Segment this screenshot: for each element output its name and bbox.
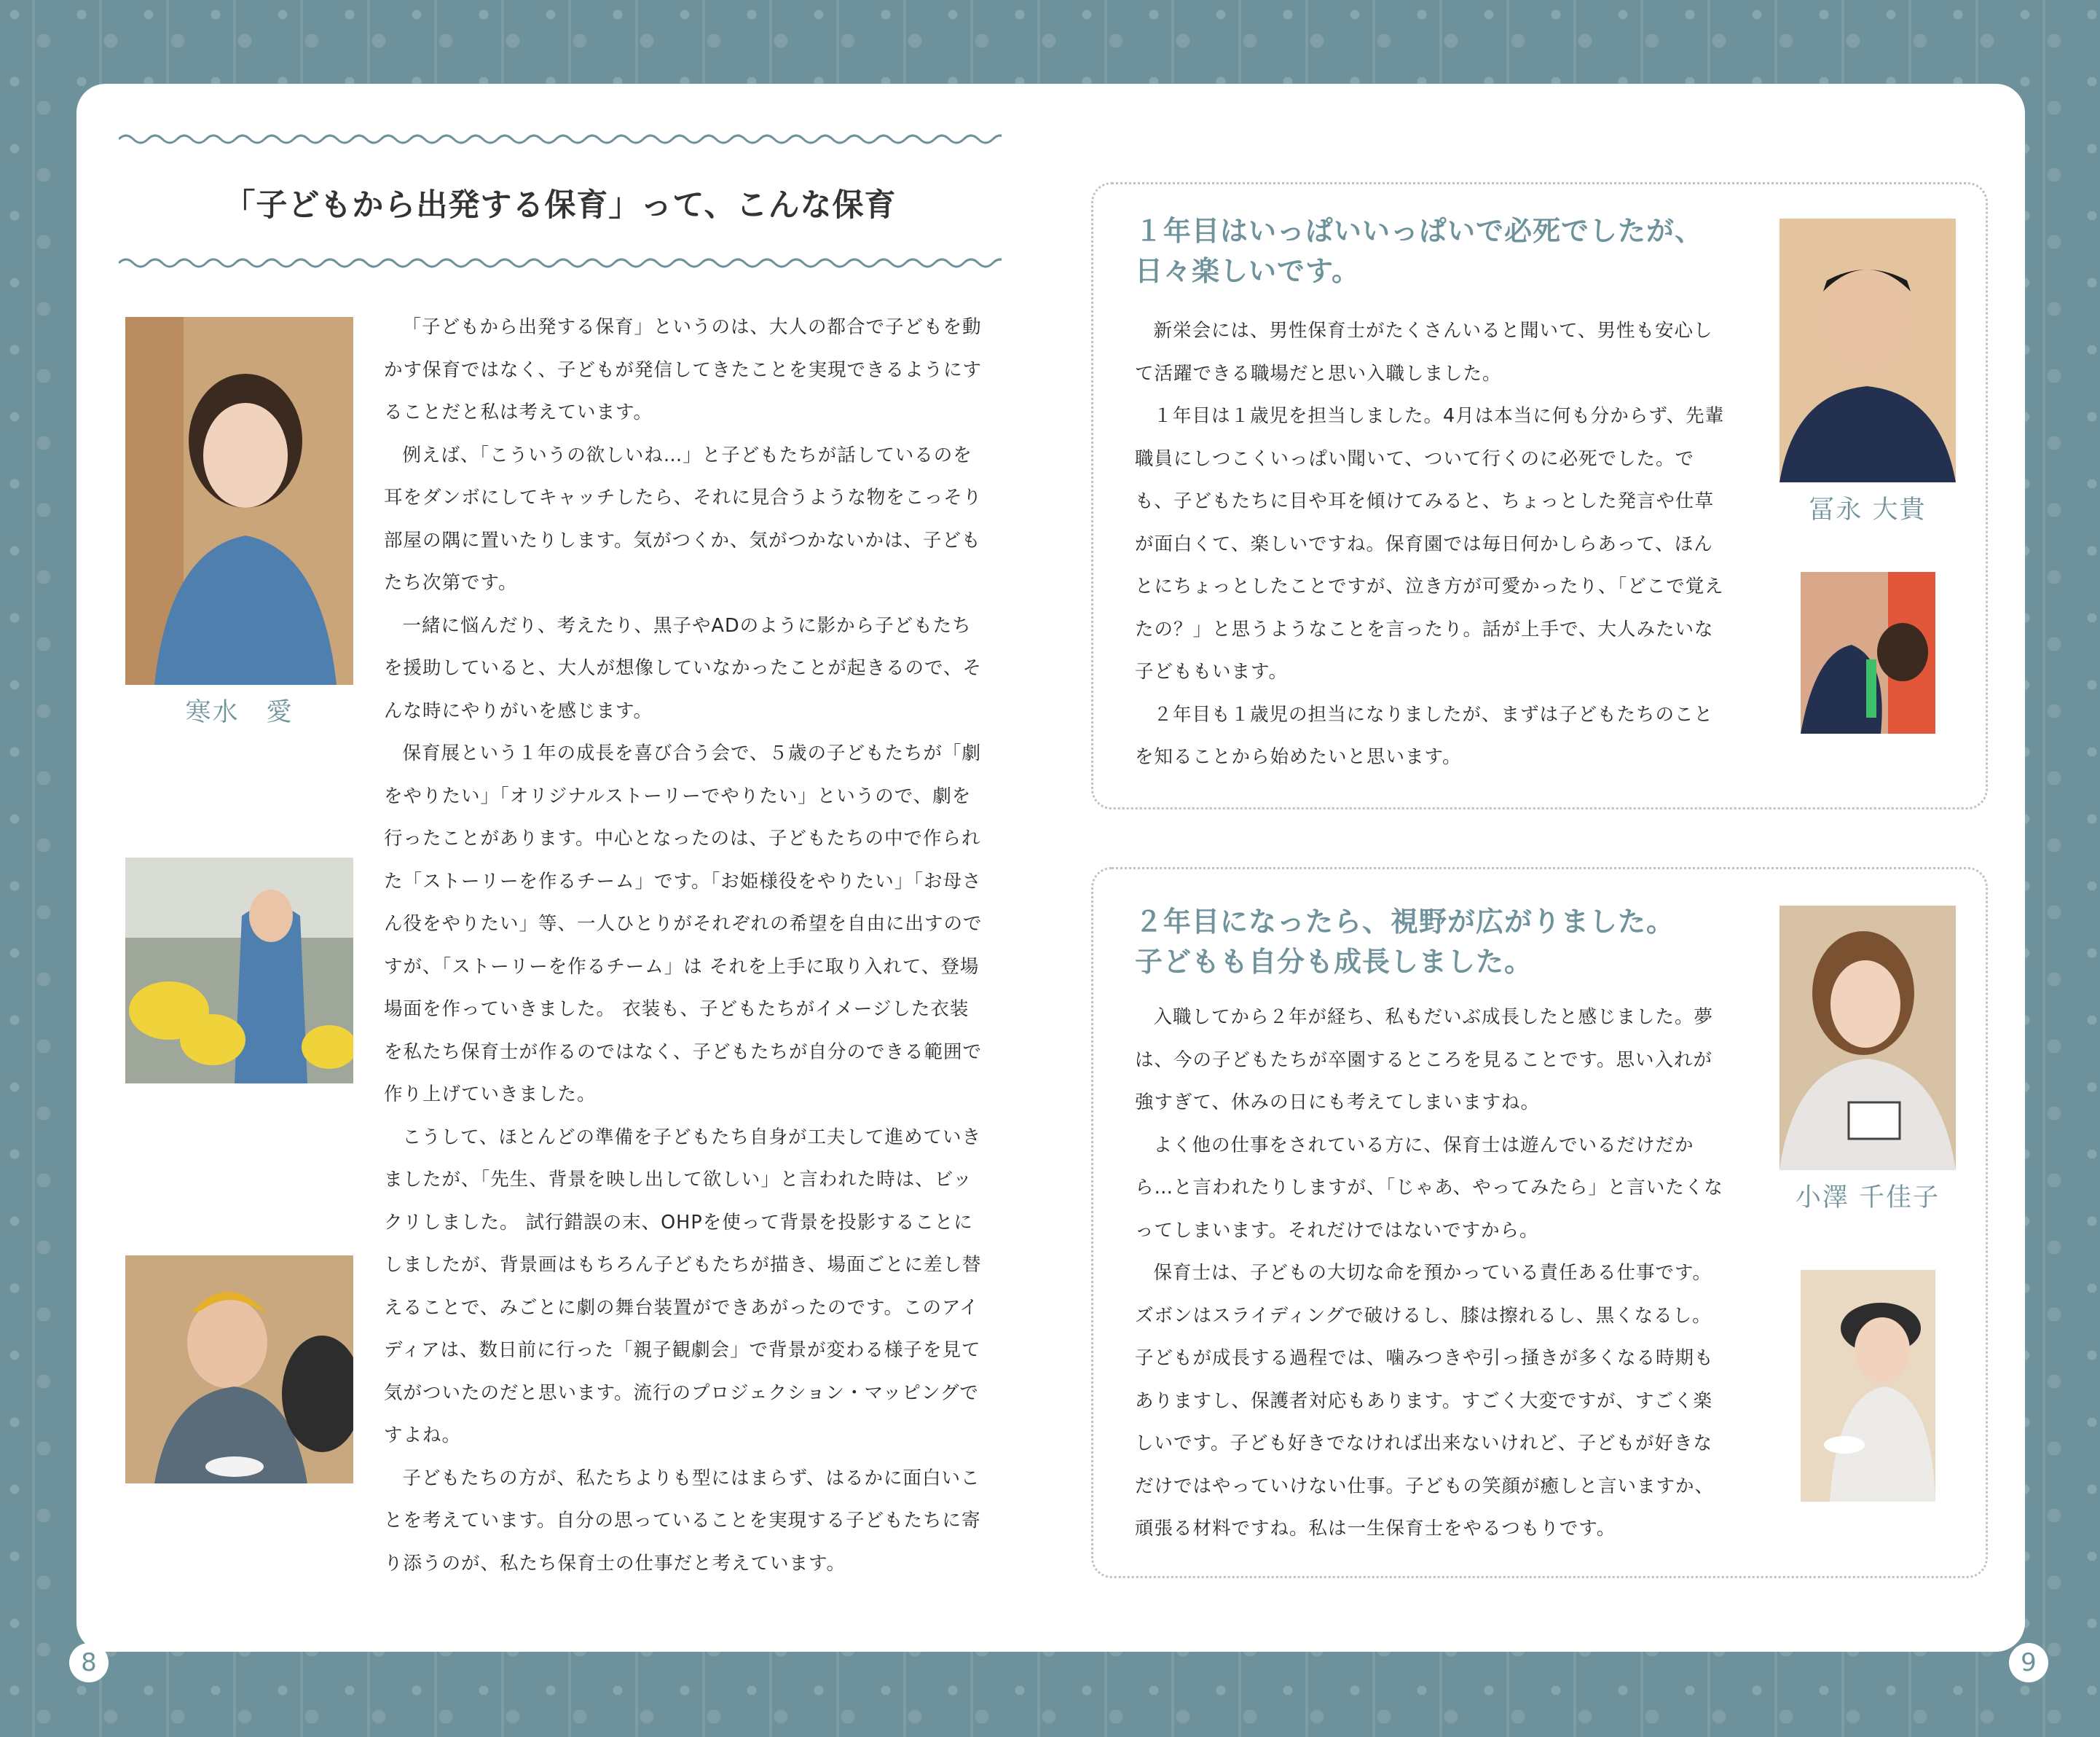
photo-children-lunch [125, 1255, 353, 1483]
page-title: 「子どもから出発する保育」って、こんな保育 [224, 187, 897, 224]
card-paragraph: 入職してから２年が経ち、私もだいぶ成長したと感じました。夢は、今の子どもたちが卒園するところを見ることです。思い入れが強すぎて、休みの日にも考えてしまいますね。 [1135, 1006, 1714, 1113]
card-paragraph: 保育士は、子どもの大切な命を預かっている責任ある仕事です。ズボンはスライディングで破けるし、膝は擦れるし、黒くなるし。子どもが成長する過程では、噛みつきや引っ掻きが多くなる時期もありますし、保護者対応もあります。すごく大変ですが、すごく楽しいです。子ども好きでなければ出来ないけれど、子どもが好きなだけではやっていけない仕事。子どもの笑顔が癒しと言いますか、頑張る材料ですね。私は一生保育士をやるつもりです。 [1135, 1262, 1715, 1540]
card-title-line: １年目はいっぱいいっぱいで必死でしたが、 [1135, 215, 1704, 247]
left-paragraph: 例えば、「こういうの欲しいね…」と子どもたちが話しているのを耳をダンボにしてキャッチしたら、それに見合うような物をこっそり部屋の隅に置いたりします。気がつくか、気がつかないかは、子どもたち次第です。 [384, 444, 983, 594]
page-number-right: 9 [2009, 1643, 2048, 1682]
wave-divider-bottom [119, 254, 1002, 272]
wave-divider-top [119, 130, 1002, 149]
portrait-photo-ozawa [1780, 906, 1956, 1170]
left-paragraph: 子どもたちの方が、私たちよりも型にはまらず、はるかに面白いことを考えています。自分の思っていることを実現する子どもたちに寄り添うのが、私たち保育士の仕事だと考えています。 [384, 1467, 981, 1575]
portrait-photo-tominaga [1780, 219, 1956, 482]
card-paragraph: ２年目も１歳児の担当になりましたが、まずは子どもたちのことを知ることから始めたいと思います。 [1135, 703, 1714, 768]
card-paragraph: よく他の仕事をされている方に、保育士は遊んでいるだけだから…と言われたりしますが、「じゃあ、やってみたら」と言いたくなってしまいます。それだけではないですから。 [1135, 1134, 1723, 1242]
photo-ozawa-with-children [1801, 1270, 1935, 1502]
card-paragraph: 新栄会には、男性保育士がたくさんいると聞いて、男性も安心して活躍できる職場だと思い入職しました。 [1135, 320, 1713, 385]
left-body-text [384, 306, 983, 1585]
card-paragraph: １年目は１歳児を担当しました。4月は本当に何も分からず、先輩職員にしつこくいっぱい聞いて、ついて行くのに必死でした。でも、子どもたちに目や耳を傾けてみると、ちょっとした発言や仕草が面白くて、楽しいですね。保育園では毎日何かしらあって、ほんとにちょっとしたことですが、泣き方が可愛かったり、「どこで覚えたの？」と思うようなことを言ったり。話が上手で、大人みたいな子どももいます。 [1135, 405, 1725, 683]
left-paragraph: 一緒に悩んだり、考えたり、黒子やADのように影から子どもたちを援助していると、大人が想像していなかったことが起きるので、そんな時にやりがいを感じます。 [384, 614, 982, 722]
left-paragraph: こうして、ほとんどの準備を子どもたち自身が工夫して進めていきましたが、「先生、背景を映し出して欲しい」と言われた時は、ビックリしました。 試行錯誤の末、OHPを使って背景を投影することにしましたが、背景画はもちろん子どもたちが描き、場面ごとに差し替えることで、みごとに劇の舞台装置ができあがったのです。このアイディアは、数日前に行った「親子観劇会」で背景が変わる様子を見て気がついたのだと思います。流行のプロジェクション・マッピングですよね。 [384, 1126, 982, 1446]
card-body-ozawa [1135, 996, 1725, 1550]
card-title-line: ２年目になったら、視野が広がりました。 [1135, 906, 1675, 938]
photo-tominaga-with-child [1801, 572, 1935, 734]
page-number-left: 8 [69, 1643, 109, 1682]
portrait-photo-samizu [125, 317, 353, 685]
card-title-ozawa [1135, 902, 1761, 982]
card-body-tominaga [1135, 310, 1725, 779]
card-title-line: 子どもも自分も成長しました。 [1135, 946, 1533, 978]
left-paragraph: 保育展という１年の成長を喜び合う会で、５歳の子どもたちが「劇をやりたい」「オリジナルストーリーでやりたい」というので、劇を行ったことがあります。中心となったのは、子どもたちの中で作られた「ストーリーを作るチーム」です。「お姫様役をやりたい」「お母さん役をやりたい」等、一人ひとりがそれぞれの希望を自由に出すのですが、「ストーリーを作るチーム」は それを上手に取り入れて、登場場面を作っていきました。 衣装も、子どもたちがイメージした衣装を私たち保育士が作るのではなく、子どもたちが自分のできる範囲で作り上げていきました。 [384, 742, 983, 1105]
photo-children-outdoor [125, 858, 353, 1083]
caption-samizu: 寒水 愛 [185, 698, 294, 727]
left-paragraph: 「子どもから出発する保育」というのは、大人の都合で子どもを動かす保育ではなく、子どもが発信してきたことを実現できるようにすることだと私は考えています。 [384, 316, 982, 423]
card-title-tominaga [1135, 211, 1761, 291]
card-title-line: 日々楽しいです。 [1135, 255, 1360, 287]
caption-tominaga: 冨永 大貴 [1809, 495, 1927, 525]
caption-ozawa: 小澤 千佳子 [1795, 1183, 1940, 1212]
